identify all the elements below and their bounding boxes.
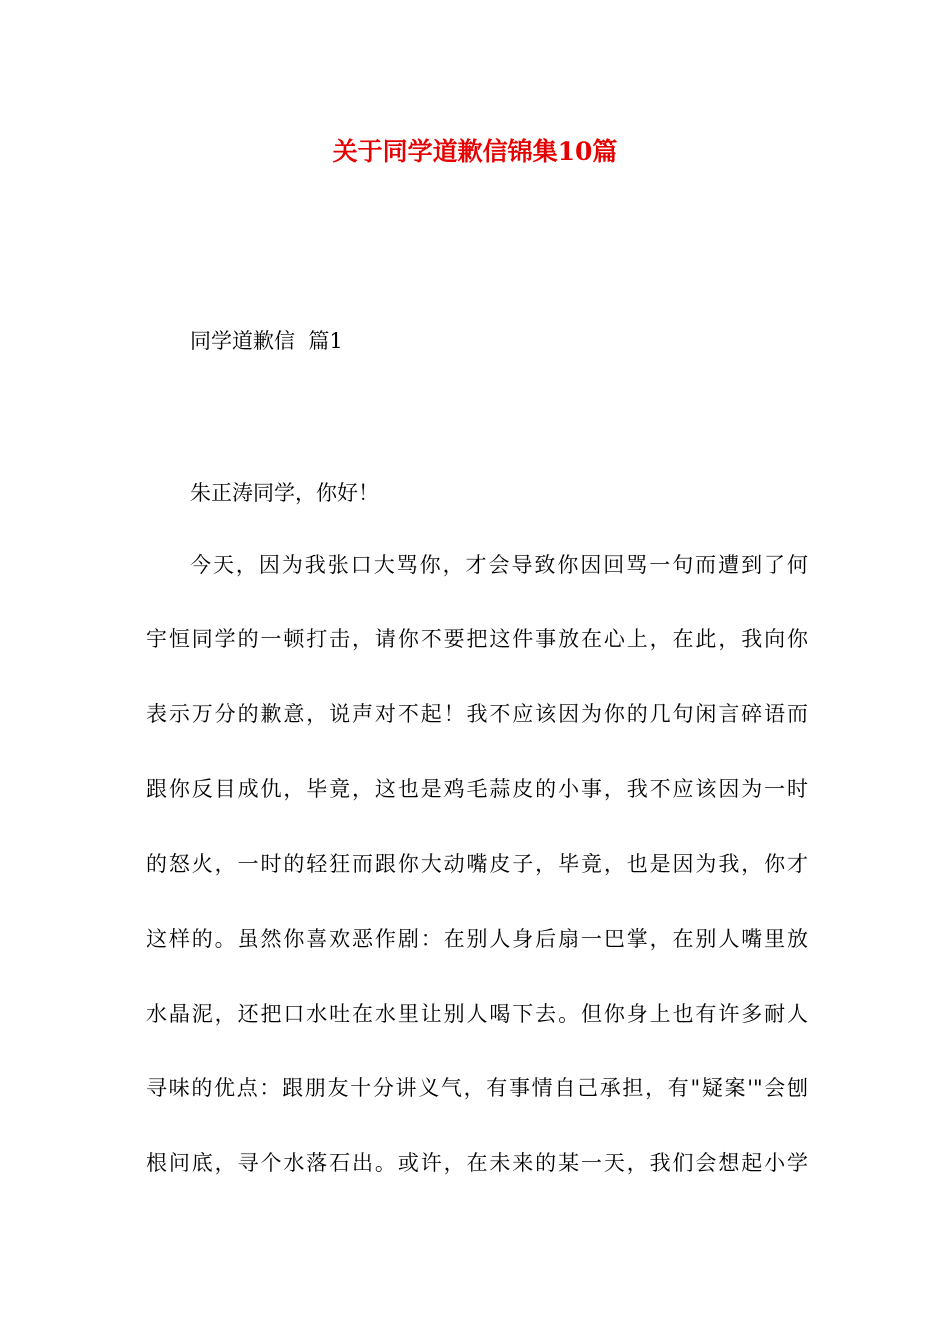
letter-salutation: 朱正涛同学，你好！ xyxy=(190,481,379,505)
section-heading: 同学道歉信 篇1 xyxy=(190,329,343,353)
document-title: 关于同学道歉信锦集10篇 xyxy=(332,137,618,166)
body-line: 跟你反目成仇，毕竟，这也是鸡毛蒜皮的小事，我不应该因为一时 xyxy=(146,777,808,801)
body-line: 寻味的优点：跟朋友十分讲义气，有事情自己承担，有"疑案'"会刨 xyxy=(146,1076,808,1100)
body-line: 根问底，寻个水落石出。或许，在未来的某一天，我们会想起小学 xyxy=(146,1151,808,1175)
body-line: 这样的。虽然你喜欢恶作剧：在别人身后扇一巴掌，在别人嘴里放 xyxy=(146,927,808,951)
body-line: 的怒火，一时的轻狂而跟你大动嘴皮子，毕竟，也是因为我，你才 xyxy=(146,852,808,876)
body-line: 水晶泥，还把口水吐在水里让别人喝下去。但你身上也有许多耐人 xyxy=(146,1002,808,1026)
body-line: 宇恒同学的一顿打击，请你不要把这件事放在心上，在此，我向你 xyxy=(146,627,808,651)
body-line: 今天，因为我张口大骂你，才会导致你因回骂一句而遭到了何 xyxy=(190,553,808,577)
body-line: 表示万分的歉意，说声对不起！我不应该因为你的几句闲言碎语而 xyxy=(146,702,808,726)
